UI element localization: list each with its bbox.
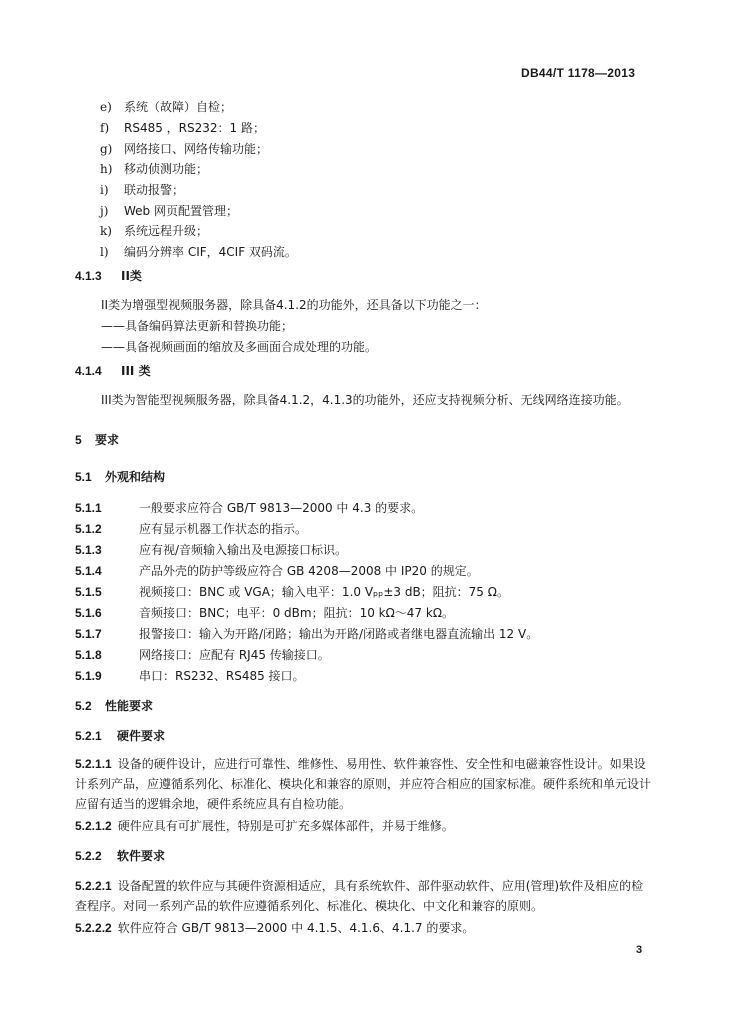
section-number: 4.1.3 [75, 269, 102, 283]
clause-5-2-2-1 [75, 876, 655, 916]
clause-text: 硬件应具有可扩展性，特别是可扩充多媒体部件，并易于维修。 [117, 819, 454, 833]
section-heading-4-1-4 [75, 362, 151, 379]
clause-number: 5.1.1 [75, 501, 102, 515]
clause-5-1-9 [75, 667, 305, 684]
clause-5-1-5 [75, 583, 509, 600]
clause-5-2-1-2 [75, 816, 655, 836]
clause-text: 一般要求应符合 GB/T 9813—2000 中 4.3 的要求。 [139, 501, 424, 515]
clause-text: 视频接口：BNC 或 VGA；输入电平：1.0 Vₚₚ±3 dB；阻抗：75 Ω。 [139, 585, 509, 599]
list-item-label: h) [100, 162, 113, 176]
list-item-text: 系统（故障）自检； [124, 100, 233, 114]
clause-text: 串口：RS232、RS485 接口。 [139, 669, 305, 683]
document-code: DB44/T 1178—2013 [521, 66, 636, 80]
section-title: 要求 [95, 433, 120, 447]
clause-number: 5.1.9 [75, 669, 102, 683]
section-number: 5.2.1 [75, 729, 102, 743]
list-item-text: 移动侦测功能； [124, 162, 209, 176]
section-title: 硬件要求 [117, 729, 166, 743]
list-item-text: 编码分辨率 CIF，4CIF 双码流。 [124, 245, 297, 259]
clause-5-1-2 [75, 520, 307, 537]
clause-text: 设备的硬件设计，应进行可靠性、维修性、易用性、软件兼容性、安全性和电磁兼容性设计。如果设计系列产品，应遵循系列化、标准化、模块化和兼容的原则，并应符合相应的国家标准。硬件系统和单元设计应留有适当的逻辑余地，硬件系统应具有自检功能。 [75, 757, 652, 811]
clause-5-2-2-2 [75, 918, 655, 938]
page-number: 3 [636, 944, 643, 956]
list-item [100, 243, 297, 260]
list-item-label: j) [100, 204, 109, 218]
clause-number: 5.2.1.2 [75, 819, 112, 833]
section-title: III 类 [121, 364, 151, 378]
clause-text: 设备配置的软件应与其硬件资源相适应，具有系统软件、部件驱动软件、应用(管理)软件及相应的检查程序。对同一系列产品的软件应遵循系列化、标准化、模块化、中文化和兼容的原则。 [75, 879, 644, 913]
section-title: 外观和结构 [105, 470, 166, 484]
clause-text: 应有显示机器工作状态的指示。 [139, 522, 308, 536]
list-item-text: RS485 ，RS232：1 路； [124, 121, 265, 135]
section-heading-5-2-2 [75, 847, 165, 864]
list-item [100, 140, 268, 157]
section-heading-5-1 [75, 468, 165, 485]
clause-number: 5.1.4 [75, 564, 102, 578]
dash-item: ——具备编码算法更新和替换功能； [101, 319, 294, 333]
list-item-label: k) [100, 224, 112, 238]
clause-number: 5.1.5 [75, 585, 102, 599]
paragraph: II类为增强型视频服务器，除具备4.1.2的功能外，还具备以下功能之一： [101, 298, 487, 312]
clause-text: 音频接口：BNC；电平：0 dBm；阻抗：10 kΩ～47 kΩ。 [139, 606, 454, 620]
list-item-text: 网络接口、网络传输功能； [124, 142, 269, 156]
clause-number: 5.1.3 [75, 543, 102, 557]
list-item-label: l) [100, 245, 109, 259]
clause-5-1-1 [75, 499, 423, 516]
section-heading-5-2 [75, 697, 153, 714]
clause-number: 5.1.6 [75, 606, 102, 620]
list-item-text: 系统远程升级； [124, 224, 209, 238]
clause-number: 5.1.8 [75, 648, 102, 662]
list-item [100, 222, 208, 239]
section-number: 5.2 [75, 699, 92, 713]
paragraph: III类为智能型视频服务器，除具备4.1.2，4.1.3的功能外，还应支持视频分析、无线网络连接功能。 [101, 393, 629, 407]
clause-text: 软件应符合 GB/T 9813—2000 中 4.1.5、4.1.6、4.1.7 的要求。 [117, 921, 475, 935]
list-item-text: Web 网页配置管理； [124, 204, 238, 218]
clause-number: 5.2.2.2 [75, 921, 112, 935]
clause-5-2-1-1 [75, 754, 655, 814]
clause-text: 应有视/音频输入输出及电源接口标识。 [139, 543, 348, 557]
section-heading-5 [75, 431, 119, 448]
section-number: 5 [75, 433, 82, 447]
section-number: 4.1.4 [75, 364, 102, 378]
clause-number: 5.2.2.1 [75, 879, 112, 893]
list-item [100, 119, 265, 136]
list-item [100, 202, 238, 219]
clause-number: 5.1.7 [75, 627, 102, 641]
clause-number: 5.2.1.1 [75, 757, 112, 771]
list-item [100, 98, 232, 115]
section-title: 性能要求 [105, 699, 154, 713]
clause-text: 报警接口：输入为开路/闭路；输出为开路/闭路或者继电器直流输出 12 V。 [139, 627, 539, 641]
clause-5-1-7 [75, 625, 538, 642]
section-heading-4-1-3 [75, 267, 142, 284]
clause-5-1-4 [75, 562, 479, 579]
clause-5-1-8 [75, 646, 330, 663]
list-item-label: e) [100, 100, 112, 114]
section-title: II类 [121, 269, 142, 283]
list-item-label: f) [100, 121, 110, 135]
section-number: 5.1 [75, 470, 92, 484]
clause-text: 网络接口：应配有 RJ45 传输接口。 [139, 648, 330, 662]
list-item [100, 181, 184, 198]
list-item-label: i) [100, 183, 109, 197]
section-number: 5.2.2 [75, 849, 102, 863]
clause-number: 5.1.2 [75, 522, 102, 536]
section-title: 软件要求 [117, 849, 166, 863]
clause-text: 产品外壳的防护等级应符合 GB 4208—2008 中 IP20 的规定。 [139, 564, 479, 578]
clause-5-1-6 [75, 604, 454, 621]
dash-item: ——具备视频画面的缩放及多画面合成处理的功能。 [101, 340, 378, 354]
clause-5-1-3 [75, 541, 347, 558]
list-item-text: 联动报警； [124, 183, 185, 197]
section-heading-5-2-1 [75, 727, 165, 744]
list-item [100, 160, 208, 177]
list-item-label: g) [100, 142, 113, 156]
